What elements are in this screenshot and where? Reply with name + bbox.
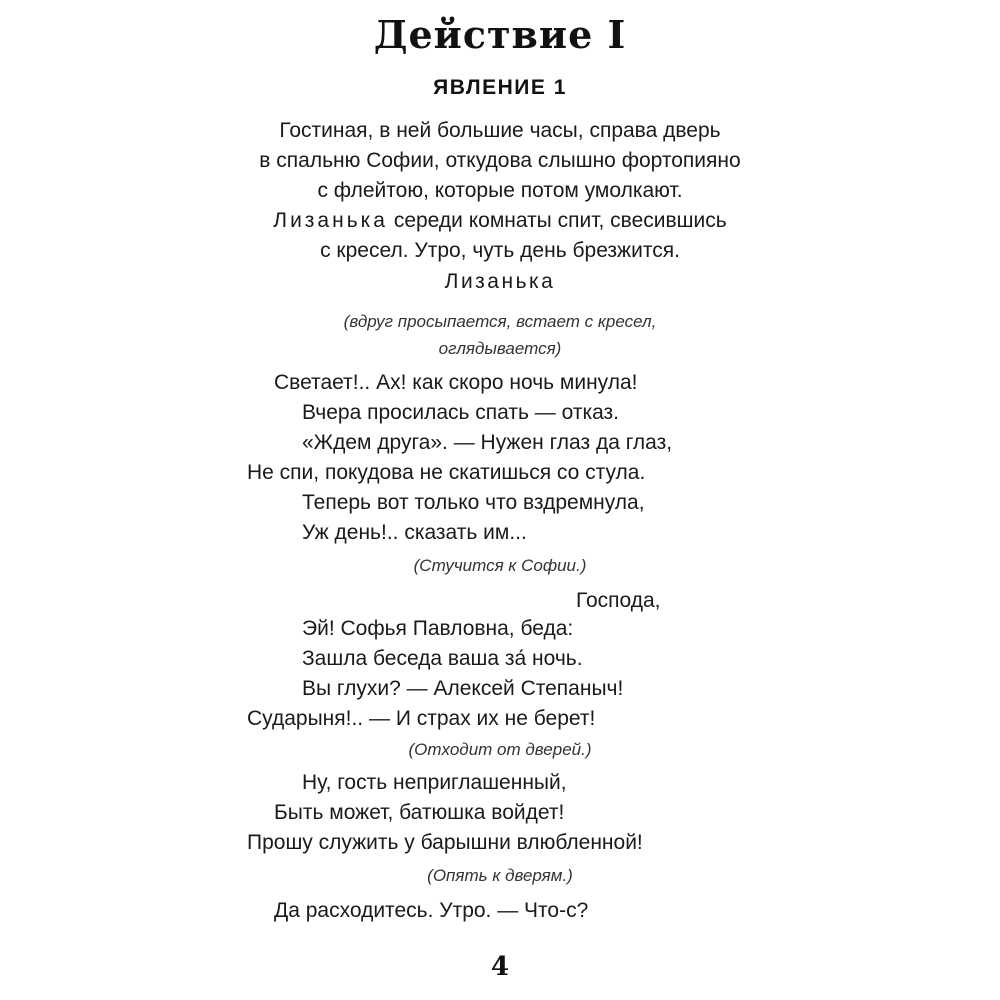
verse-line: Уж день!.. сказать им... [302,521,527,544]
verse-line: Вы глухи? — Алексей Степаныч! [302,677,624,700]
stage-remark: (Стучится к Софии.) [413,556,587,575]
verse-line: Да расходитесь. Утро. — Что-с? [274,899,589,922]
verse-line: Прошу служить у барышни влюбленной! [247,831,643,854]
stage-line: в спальню Софии, откудова слышно фортопияно [259,149,741,172]
stage-remark: (вдруг просыпается, встает с кресел, [343,312,657,331]
stage-remark: (Отходит от дверей.) [408,740,592,759]
verse-line: Не спи, покудова не скатишься со стула. [247,461,646,484]
stage-line: Лизанька середи комнаты спит, свесившись [273,209,727,232]
verse-line: Ну, гость неприглашенный, [302,771,567,794]
verse-line: Светает!.. Ах! как скоро ночь минула! [274,371,638,394]
character-name: Лизанька [273,209,388,232]
stage-remark: (Опять к дверям.) [427,866,573,885]
verse-line: «Ждем друга». — Нужен глаз да глаз, [302,431,673,454]
page-number: 4 [490,952,510,982]
stage-line: Гостиная, в ней большие часы, справа дверь [279,119,721,142]
scene-title: ЯВЛЕНИЕ 1 [433,76,567,99]
verse-line: Эй! Софья Павловна, беда: [302,617,574,640]
verse-line: Вчера просилась спать — отказ. [302,401,619,424]
stage-direction [0,116,1000,266]
stage-remark: оглядывается) [438,339,562,358]
stage-line: с флейтою, которые потом умолкают. [317,179,683,202]
act-title: Действие I [373,12,627,57]
verse-line: Сударыня!.. — И страх их не берет! [247,707,596,730]
verse-line: Зашла беседа ваша за́ ночь. [302,647,583,670]
verse-line: Быть может, батюшка войдет! [274,801,565,824]
verse-line: Теперь вот только что вздремнула, [302,491,645,514]
stage-line: с кресел. Утро, чуть день брезжится. [320,239,680,262]
speaker-name: Лизанька [444,270,556,293]
verse-line: Господа, [576,589,661,612]
